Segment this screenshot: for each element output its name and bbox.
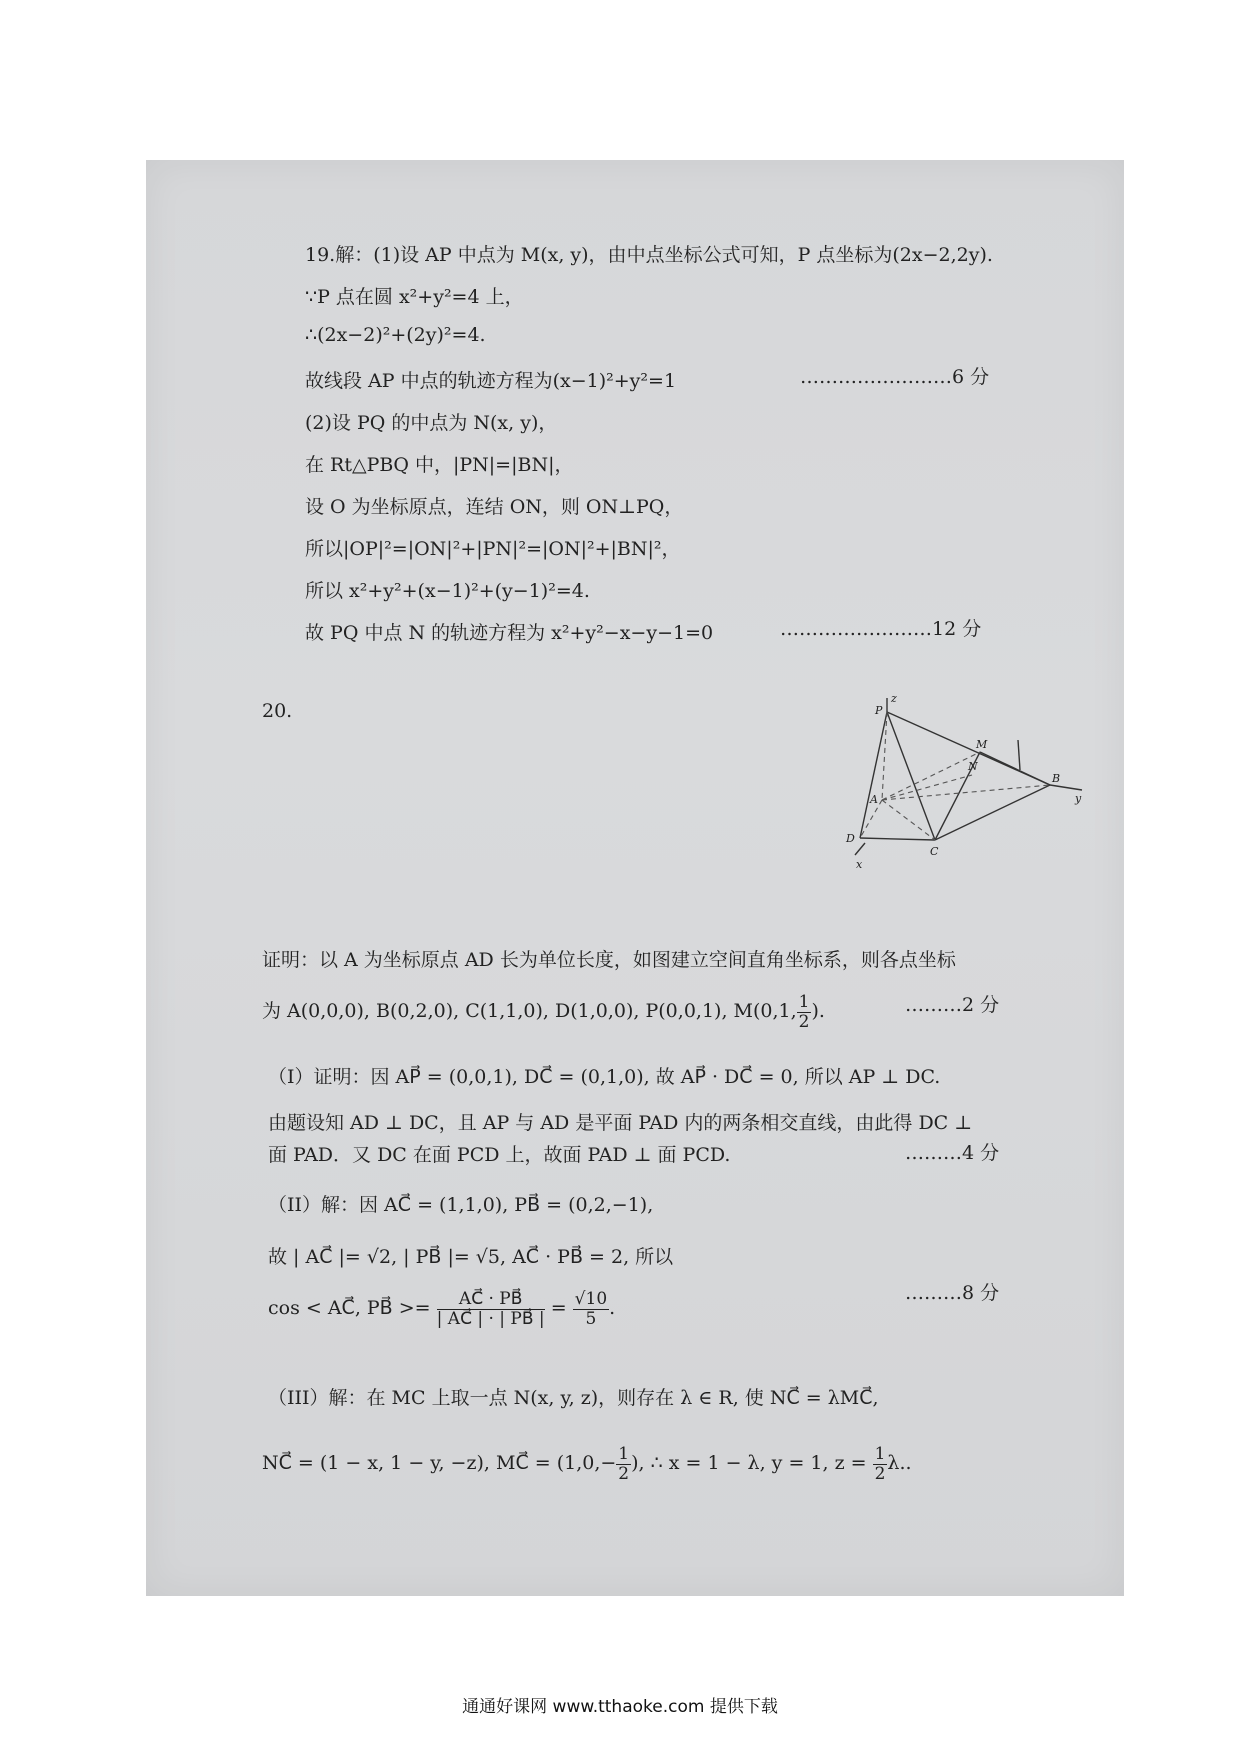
q20-score-8: ………8 分 xyxy=(905,1282,1000,1304)
q19-line-8: 所以|OP|²=|ON|²+|PN|²=|ON|²+|BN|²， xyxy=(305,538,681,560)
label-B: B xyxy=(1052,772,1061,785)
part3-fraction-1-den: 2 xyxy=(618,1463,630,1484)
q19-line-3: ∴(2x−2)²+(2y)²=4. xyxy=(305,324,486,346)
q19-score-12: ……………………12 分 xyxy=(780,618,982,640)
q20-setup-suffix: ). xyxy=(811,1000,825,1023)
cos-fraction xyxy=(437,1290,545,1328)
label-y: y xyxy=(1075,792,1082,805)
q19-line-4: 故线段 AP 中点的轨迹方程为(x−1)²+y²=1 xyxy=(305,370,677,392)
q19-line-1: 19.解：(1)设 AP 中点为 M(x, y)，由中点坐标公式可知，P 点坐标为(2x−2,2y). xyxy=(305,244,993,266)
q20-part3-line-1: （III）解：在 MC 上取一点 N(x, y, z)，则存在 λ ∈ R, 使 NC⃗ = λMC⃗, xyxy=(268,1387,879,1409)
q19-line-7: 设 O 为坐标原点，连结 ON，则 ON⊥PQ， xyxy=(305,496,684,518)
q19-line-6: 在 Rt△PBQ 中，|PN|=|BN|， xyxy=(305,454,574,476)
q20-setup-line-1: 证明：以 A 为坐标原点 AD 长为单位长度，如图建立空间直角坐标系，则各点坐标 xyxy=(262,949,956,971)
label-D: D xyxy=(846,832,855,845)
label-P: P xyxy=(875,704,883,717)
q20-part1-line-1: （I）证明：因 AP⃗ = (0,0,1), DC⃗ = (0,1,0), 故 AP⃗ · DC⃗ = 0, 所以 AP ⊥ DC. xyxy=(268,1066,941,1088)
equals-sign: = xyxy=(550,1297,567,1320)
cos-fraction-den: | AC⃗ | · | PB⃗ | xyxy=(436,1308,545,1329)
q19-line-5: (2)设 PQ 的中点为 N(x, y)， xyxy=(305,412,558,434)
cos-fraction-num: AC⃗ · PB⃗ xyxy=(437,1290,545,1310)
q20-part2-line-2: 故 | AC⃗ |= √2, | PB⃗ |= √5, AC⃗ · PB⃗ = 2, 所以 xyxy=(268,1246,674,1268)
q20-part1-line-3: 面 PAD．又 DC 在面 PCD 上，故面 PAD ⊥ 面 PCD. xyxy=(268,1144,731,1166)
label-N: N xyxy=(968,760,978,773)
q19-line-2: ∵P 点在圆 x²+y²=4 上， xyxy=(305,286,524,308)
q20-score-2: ………2 分 xyxy=(905,994,1000,1016)
q20-setup-prefix: 为 A(0,0,0), B(0,2,0), C(1,1,0), D(1,0,0), P(0,0,1), M(0,1, xyxy=(262,1000,797,1023)
q20-part1-line-2: 由题设知 AD ⊥ DC，且 AP 与 AD 是平面 PAD 内的两条相交直线，由此得 DC ⊥ xyxy=(268,1112,973,1134)
q19-score-6: ……………………6 分 xyxy=(800,366,990,388)
result-fraction-den: 5 xyxy=(585,1308,597,1329)
pyramid-coordinate-diagram xyxy=(820,690,1090,890)
q20-setup-line-2 xyxy=(262,993,825,1031)
page-footer: 通通好课网 www.tthaoke.com 提供下载 xyxy=(462,1697,778,1717)
part3-mid: ), ∴ x = 1 − λ, y = 1, z = xyxy=(631,1452,867,1475)
q20-part3-line-2 xyxy=(262,1445,912,1483)
part3-prefix: NC⃗ = (1 − x, 1 − y, −z), MC⃗ = (1,0,− xyxy=(262,1452,617,1475)
label-C: C xyxy=(930,845,939,858)
q20-part2-line-1: （II）解：因 AC⃗ = (1,1,0), PB⃗ = (0,2,−1), xyxy=(268,1194,654,1216)
part3-fraction-1 xyxy=(616,1445,631,1483)
part3-fraction-2-den: 2 xyxy=(874,1463,886,1484)
q19-line-10: 故 PQ 中点 N 的轨迹方程为 x²+y²−x−y−1=0 xyxy=(305,622,714,644)
label-A: A xyxy=(870,793,878,806)
cos-prefix: cos < AC⃗, PB⃗ >= xyxy=(268,1297,431,1320)
part3-fraction-2-num: 1 xyxy=(874,1444,886,1464)
q20-number: 20. xyxy=(262,700,293,722)
fraction-num: 1 xyxy=(798,992,810,1012)
q20-part2-cos xyxy=(268,1290,615,1328)
fraction-half xyxy=(797,993,812,1031)
part3-fraction-1-num: 1 xyxy=(618,1444,630,1464)
q20-score-4: ………4 分 xyxy=(905,1142,1000,1164)
part3-end: λ.. xyxy=(887,1452,912,1475)
fraction-den: 2 xyxy=(798,1011,810,1032)
result-fraction xyxy=(573,1290,609,1328)
cos-end: . xyxy=(609,1297,616,1320)
part3-fraction-2 xyxy=(873,1445,888,1483)
q19-line-9: 所以 x²+y²+(x−1)²+(y−1)²=4. xyxy=(305,580,590,602)
label-M: M xyxy=(976,738,988,751)
result-fraction-num: √10 xyxy=(574,1289,608,1309)
label-x: x xyxy=(856,858,863,871)
label-z: z xyxy=(891,692,897,705)
